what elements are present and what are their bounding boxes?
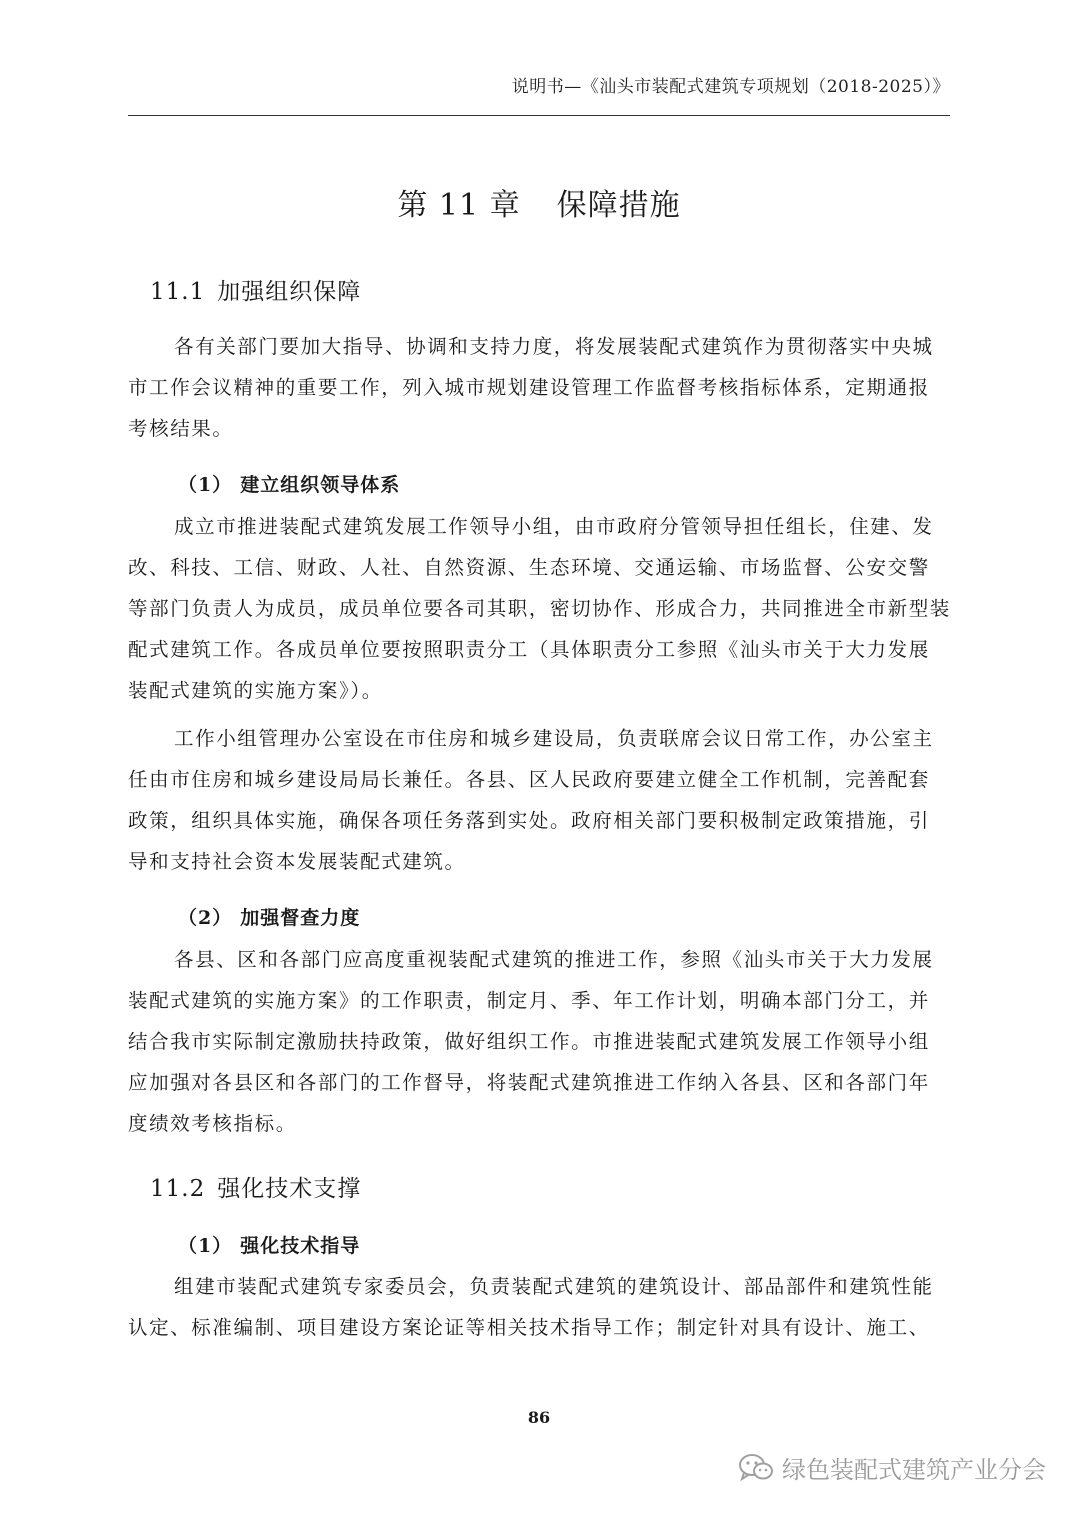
section-heading-11-1 [150,273,361,306]
text-line: 工作小组管理办公室设在市住房和城乡建设局，负责联席会议日常工作，办公室主 [174,727,934,750]
text-line: 度绩效考核指标。 [128,1112,297,1135]
text-line: 政策，组织具体实施，确保各项任务落到实处。政府相关部门要积极制定政策措施，引 [128,809,930,832]
subheading-supervision [178,903,360,930]
text-line: 任由市住房和城乡建设局局长兼任。各县、区人民政府要建立健全工作机制，完善配套 [128,768,930,791]
subheading-number: （2） [178,907,233,929]
text-line: 成立市推进装配式建筑发展工作领导小组，由市政府分管领导担任组长，住建、发 [174,515,934,538]
section-title: 加强组织保障 [217,279,362,305]
text-line: 市工作会议精神的重要工作，列入城市规划建设管理工作监督考核指标体系，定期通报 [128,376,930,399]
chapter-number: 第 11 章 [397,188,521,223]
watermark-text: 绿色装配式建筑产业分会 [782,1456,1046,1484]
chapter-title [128,180,950,224]
watermark [738,1450,1046,1485]
organization-system-paragraph-1 [128,506,950,711]
text-line: 组建市装配式建筑专家委员会，负责装配式建筑的建筑设计、部品部件和建筑性能 [174,1275,934,1298]
technical-guidance-paragraph [128,1266,950,1348]
subheading-number: （1） [178,474,233,496]
header-divider [128,115,950,116]
text-line: 改、科技、工信、财政、人社、自然资源、生态环境、交通运输、市场监督、公安交警 [128,556,930,579]
text-line: 结合我市实际制定激励扶持政策，做好组织工作。市推进装配式建筑发展工作领导小组 [128,1030,930,1053]
supervision-paragraph [128,939,950,1144]
section-number: 11.2 [150,1176,206,1202]
subheading-technical-guidance [178,1231,360,1258]
organization-system-paragraph-2 [128,718,950,882]
wechat-icon [738,1453,774,1483]
text-line: 导和支持社会资本发展装配式建筑。 [128,850,466,873]
text-line: 配式建筑工作。各成员单位要按照职责分工（具体职责分工参照《汕头市关于大力发展 [128,638,930,661]
running-header: 说明书—《汕头市装配式建筑专项规划（2018-2025）》 [511,77,950,97]
subheading-title: 加强督查力度 [240,907,361,929]
subheading-title: 建立组织领导体系 [240,474,401,496]
section-title: 强化技术支撑 [217,1176,362,1202]
section-heading-11-2 [150,1170,361,1203]
text-line: 应加强对各县区和各部门的工作督导，将装配式建筑推进工作纳入各县、区和各部门年 [128,1071,930,1094]
subheading-organization-system [178,470,400,497]
page-number: 86 [527,1408,551,1427]
subheading-title: 强化技术指导 [240,1235,361,1257]
text-line: 装配式建筑的实施方案》）。 [128,679,383,702]
subheading-number: （1） [178,1235,233,1257]
chapter-name: 保障措施 [556,188,681,223]
text-line: 各有关部门要加大指导、协调和支持力度，将发展装配式建筑作为贯彻落实中央城 [174,335,934,358]
text-line: 认定、标准编制、项目建设方案论证等相关技术指导工作；制定针对具有设计、施工、 [128,1316,930,1339]
text-line: 装配式建筑的实施方案》的工作职责，制定月、季、年工作计划，明确本部门分工，并 [128,989,930,1012]
text-line: 等部门负责人为成员，成员单位要各司其职，密切协作、形成合力，共同推进全市新型装 [128,597,951,620]
section-number: 11.1 [150,279,206,305]
text-line: 各县、区和各部门应高度重视装配式建筑的推进工作，参照《汕头市关于大力发展 [174,948,934,971]
text-line: 考核结果。 [128,417,234,440]
section-11-1-intro [128,326,950,449]
